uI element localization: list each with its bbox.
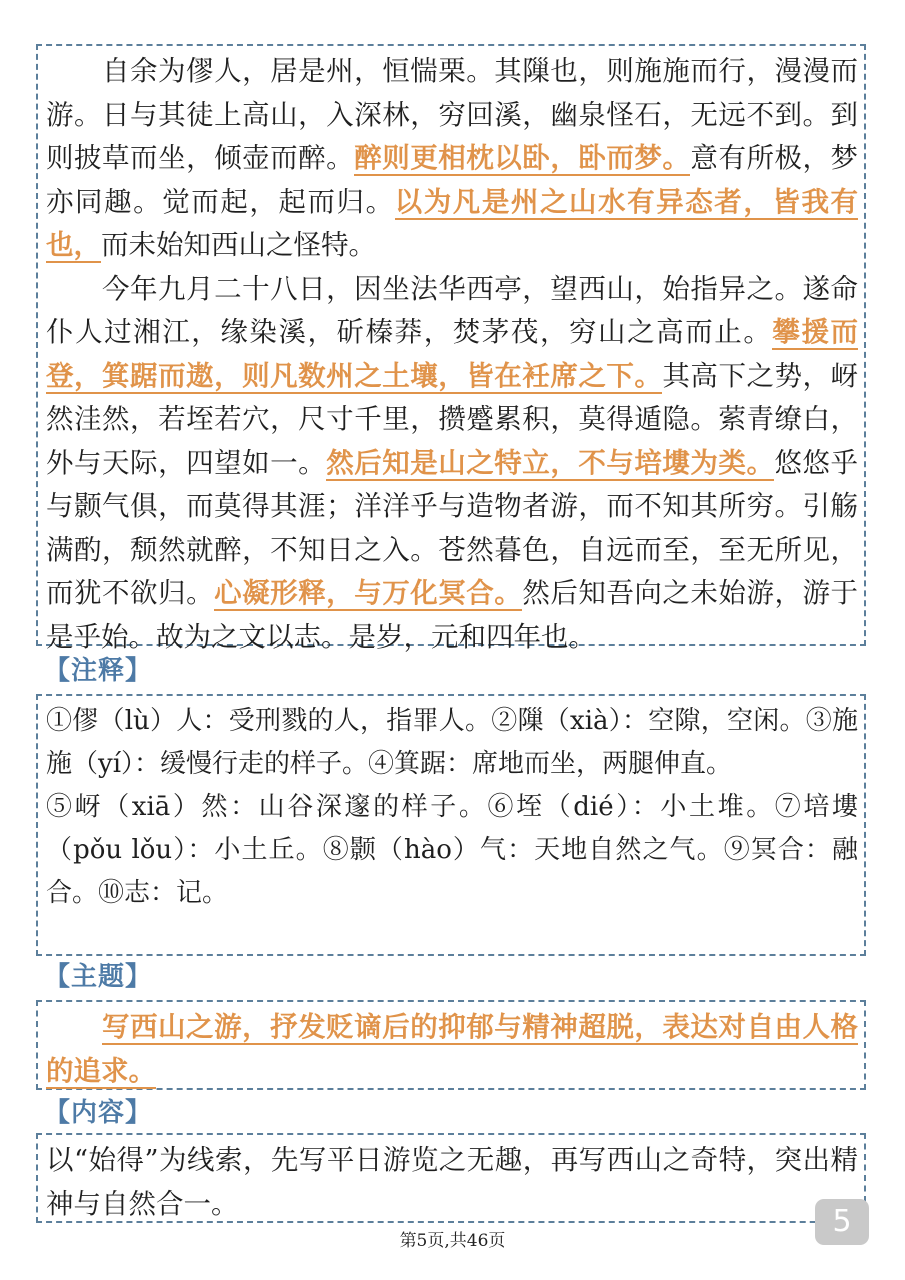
- highlighted-sentence: 心凝形释，与万化冥合。: [214, 577, 523, 609]
- passage-paragraph-2: [46, 268, 858, 660]
- passage-text: 今年九月二十八日，因坐法华西亭，望西山，始指异之。遂命仆人过湘江，缘染溪，斫榛莽，焚茅茷，穷山之高而止。: [46, 272, 858, 348]
- content-heading: 【内容】: [44, 1098, 153, 1128]
- passage-text: 意有所极，梦亦同趣。觉而起，起而归。: [46, 142, 859, 218]
- passage-text: 然后知吾向之未始游，游于是乎始。故为之文以志。是岁，元和四年也。: [46, 577, 859, 653]
- passage-text: 自余为僇人，居是州，恒惴栗。其隟也，则施施而行，漫漫而游。日与其徒上高山，入深林，穷回溪，幽泉怪石，无远不到。到则披草而坐，倾壶而醉。: [46, 55, 858, 174]
- page-footer: 第5页,共46页: [399, 1231, 506, 1251]
- passage-box: [36, 44, 866, 653]
- theme-box: [36, 1000, 866, 1090]
- highlighted-sentence: 然后知是山之特立，不与培塿为类。: [326, 446, 775, 479]
- theme-paragraph: [46, 1006, 858, 1093]
- notes-line-1: ①僇（lù）人：受刑戮的人，指罪人。②隟（xià）：空隙，空闲。③施施（yí）：缓慢行走的样子。④箕踞：席地而坐，两腿伸直。: [46, 706, 858, 779]
- highlighted-sentence: 以为凡是州之山水有异态者，皆我有也，: [46, 185, 859, 261]
- passage-text: 悠悠乎与颢气俱，而莫得其涯；洋洋乎与造物者游，而不知其所穷。引觞满酌，颓然就醉，不知日之入。苍然暮色，自远而至，至无所见，而犹不欲归。: [46, 446, 859, 609]
- passage-text: 而未始知西山之怪特。: [101, 229, 376, 261]
- content-box: [36, 1133, 866, 1223]
- notes-line-2: ⑤岈（xiā）然：山谷深邃的样子。⑥垤（dié）：小土堆。⑦培塿（pǒu lǒu）：小土丘。⑧颢（hào）气：天地自然之气。⑨冥合：融合。⑩志：记。: [46, 792, 858, 908]
- theme-heading: 【主题】: [44, 962, 153, 992]
- content-text: 以“始得”为线索，先写平日游览之无趣，再写西山之奇特，突出精神与自然合一。: [46, 1144, 858, 1220]
- notes-box: [36, 694, 866, 956]
- passage-text: 其高下之势，岈然洼然，若垤若穴，尺寸千里，攒蹙累积，莫得遁隐。萦青缭白，外与天际，四望如一。: [46, 359, 859, 479]
- highlighted-sentence: 攀援而登，箕踞而遨，则凡数州之土壤，皆在衽席之下。: [46, 316, 859, 392]
- passage-paragraph-1: [46, 50, 858, 268]
- page-number-badge[interactable]: 5: [815, 1199, 869, 1245]
- theme-text: 写西山之游，抒发贬谪后的抑郁与精神超脱，表达对自由人格的追求。: [46, 1011, 858, 1087]
- notes-heading: 【注释】: [44, 656, 153, 686]
- highlighted-sentence: 醉则更相枕以卧，卧而梦。: [354, 142, 691, 174]
